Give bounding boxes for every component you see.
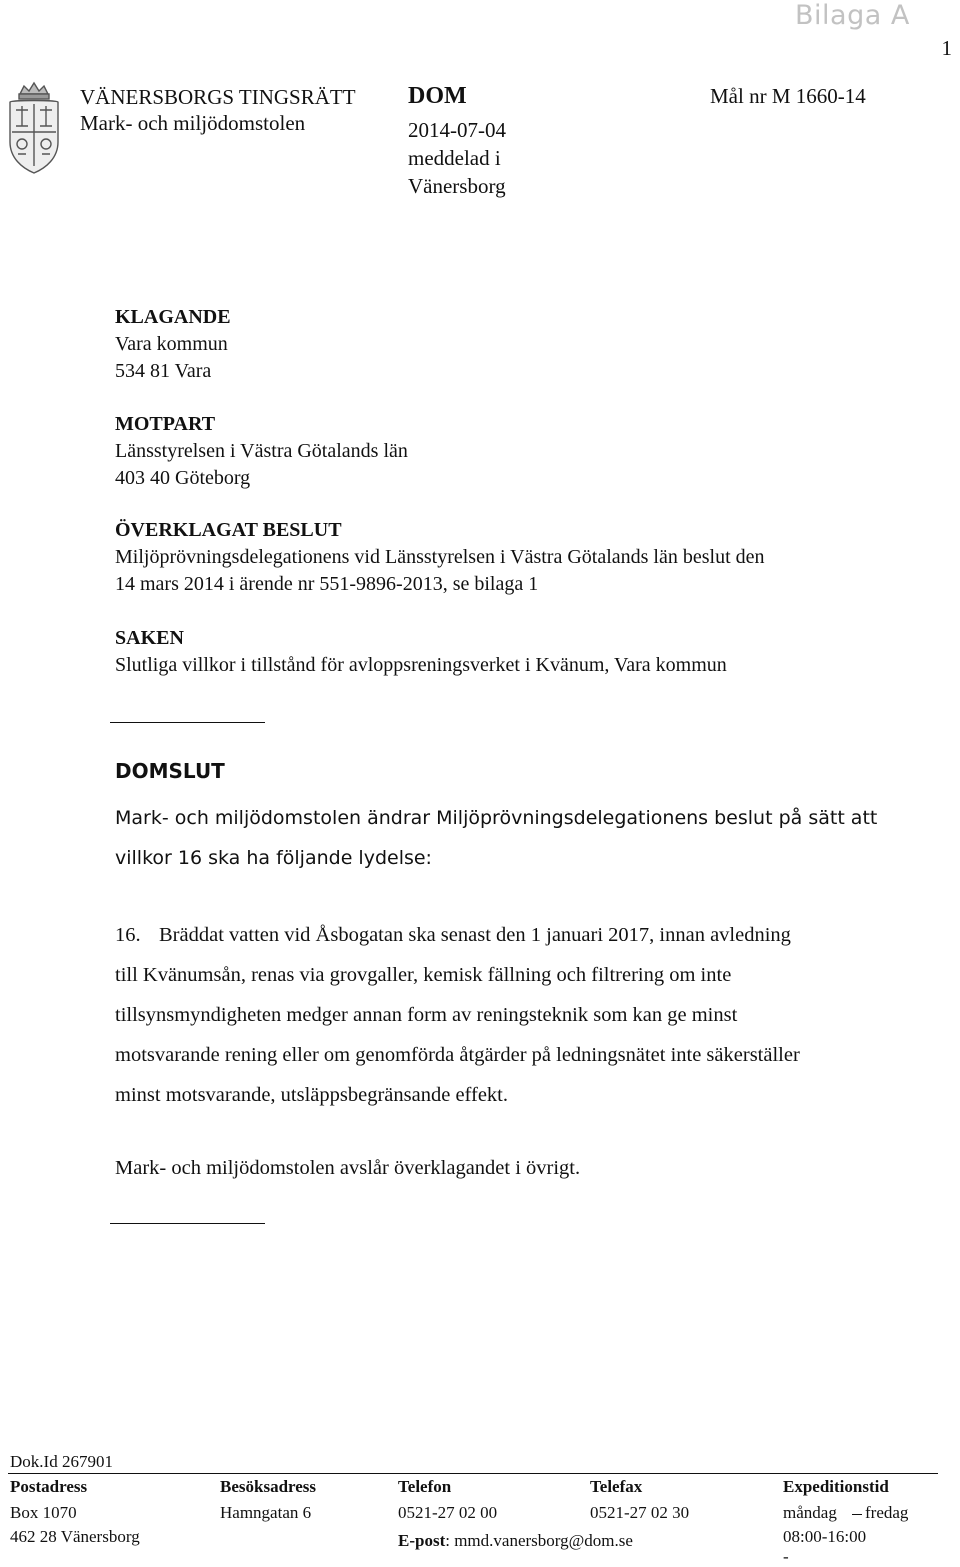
document-info [408, 116, 506, 200]
document-id: Dok.Id 267901 [10, 1452, 113, 1471]
domslut-line-1: Mark- och miljödomstolen ändrar Miljöprövningsdelegationens beslut på sätt att [115, 807, 878, 829]
overklagat-line-1: Miljöprövningsdelegationens vid Länsstyrelsen i Västra Götalands län beslut den [115, 546, 765, 568]
court-name: VÄNERSBORGS TINGSRÄTT [80, 85, 356, 109]
motpart-line-1: Länsstyrelsen i Västra Götalands län [115, 440, 408, 462]
klagande-section [115, 304, 231, 385]
klagande-line-2: 534 81 Vara [115, 360, 212, 382]
domslut-heading: DOMSLUT [115, 759, 225, 783]
condition-line-2: till Kvänumsån, renas via grovgaller, kemisk fällning och filtrering om inte [115, 964, 732, 986]
issued-line-1: meddelad i [408, 146, 501, 170]
page-number: 1 [941, 36, 952, 60]
besoksadress-label: Besöksadress [220, 1477, 317, 1496]
saken-heading: SAKEN [115, 627, 184, 649]
postadress-line-1: Box 1070 [10, 1503, 77, 1522]
court-division: Mark- och miljödomstolen [80, 111, 306, 135]
motpart-section [115, 411, 408, 492]
condition-line-5: minst motsvarande, utsläppsbegränsande effekt. [115, 1084, 509, 1106]
expeditionstid-dash: - [783, 1547, 789, 1566]
case-number: Mål nr M 1660-14 [710, 84, 866, 108]
overklagat-section [115, 517, 765, 598]
court-block [80, 84, 356, 136]
condition-paragraph [115, 915, 800, 1115]
domslut-paragraph [115, 798, 877, 878]
issued-line-2: Vänersborg [408, 174, 506, 198]
telefax-value: 0521-27 02 30 [590, 1503, 690, 1522]
motpart-heading: MOTPART [115, 413, 216, 435]
expeditionstid-label: Expeditionstid [783, 1477, 889, 1496]
saken-line-1: Slutliga villkor i tillstånd för avloppsreningsverket i Kvänum, Vara kommun [115, 654, 727, 676]
watermark-label: Bilaga A [795, 0, 910, 31]
condition-line-4: motsvarande rening eller om genomförda åtgärder på ledningsnätet inte säkerställer [115, 1044, 800, 1066]
coat-of-arms-icon [2, 80, 66, 175]
epost-value: : mmd.vanersborg@dom.se [445, 1531, 633, 1550]
telefon-value: 0521-27 02 00 [398, 1503, 498, 1522]
closing-statement: Mark- och miljödomstolen avslår överklagandet i övrigt. [115, 1157, 581, 1179]
motpart-line-2: 403 40 Göteborg [115, 467, 251, 489]
footer-divider [8, 1473, 938, 1474]
document-type: DOM [408, 83, 467, 109]
condition-number: 16. [115, 924, 141, 946]
condition-line-3: tillsynsmyndigheten medger annan form av reningsteknik som kan ge minst [115, 1004, 738, 1026]
klagande-line-1: Vara kommun [115, 333, 228, 355]
overklagat-heading: ÖVERKLAGAT BESLUT [115, 519, 342, 541]
telefax-label: Telefax [590, 1477, 643, 1496]
expeditionstid-hours: 08:00-16:00 [783, 1527, 867, 1546]
klagande-heading: KLAGANDE [115, 306, 231, 328]
postadress-line-2: 462 28 Vänersborg [10, 1527, 140, 1546]
telefon-label: Telefon [398, 1477, 452, 1496]
condition-line-1: Bräddat vatten vid Åsbogatan ska senast den 1 januari 2017, innan avledning [159, 924, 791, 946]
overklagat-line-2: 14 mars 2014 i ärende nr 551-9896-2013, se bilaga 1 [115, 573, 539, 595]
postadress-label: Postadress [10, 1477, 88, 1496]
divider-top [110, 722, 265, 723]
epost-label: E-post [398, 1531, 446, 1550]
saken-section [115, 625, 727, 679]
besoksadress-line-1: Hamngatan 6 [220, 1503, 312, 1522]
expeditionstid-days-from: måndag [783, 1503, 837, 1522]
document-date: 2014-07-04 [408, 118, 506, 142]
divider-bottom [110, 1223, 265, 1224]
expeditionstid-dash-line [852, 1514, 862, 1515]
epost-row [398, 1531, 633, 1551]
domslut-line-2: villkor 16 ska ha följande lydelse: [115, 847, 432, 869]
expeditionstid-days-to: fredag [865, 1503, 909, 1522]
